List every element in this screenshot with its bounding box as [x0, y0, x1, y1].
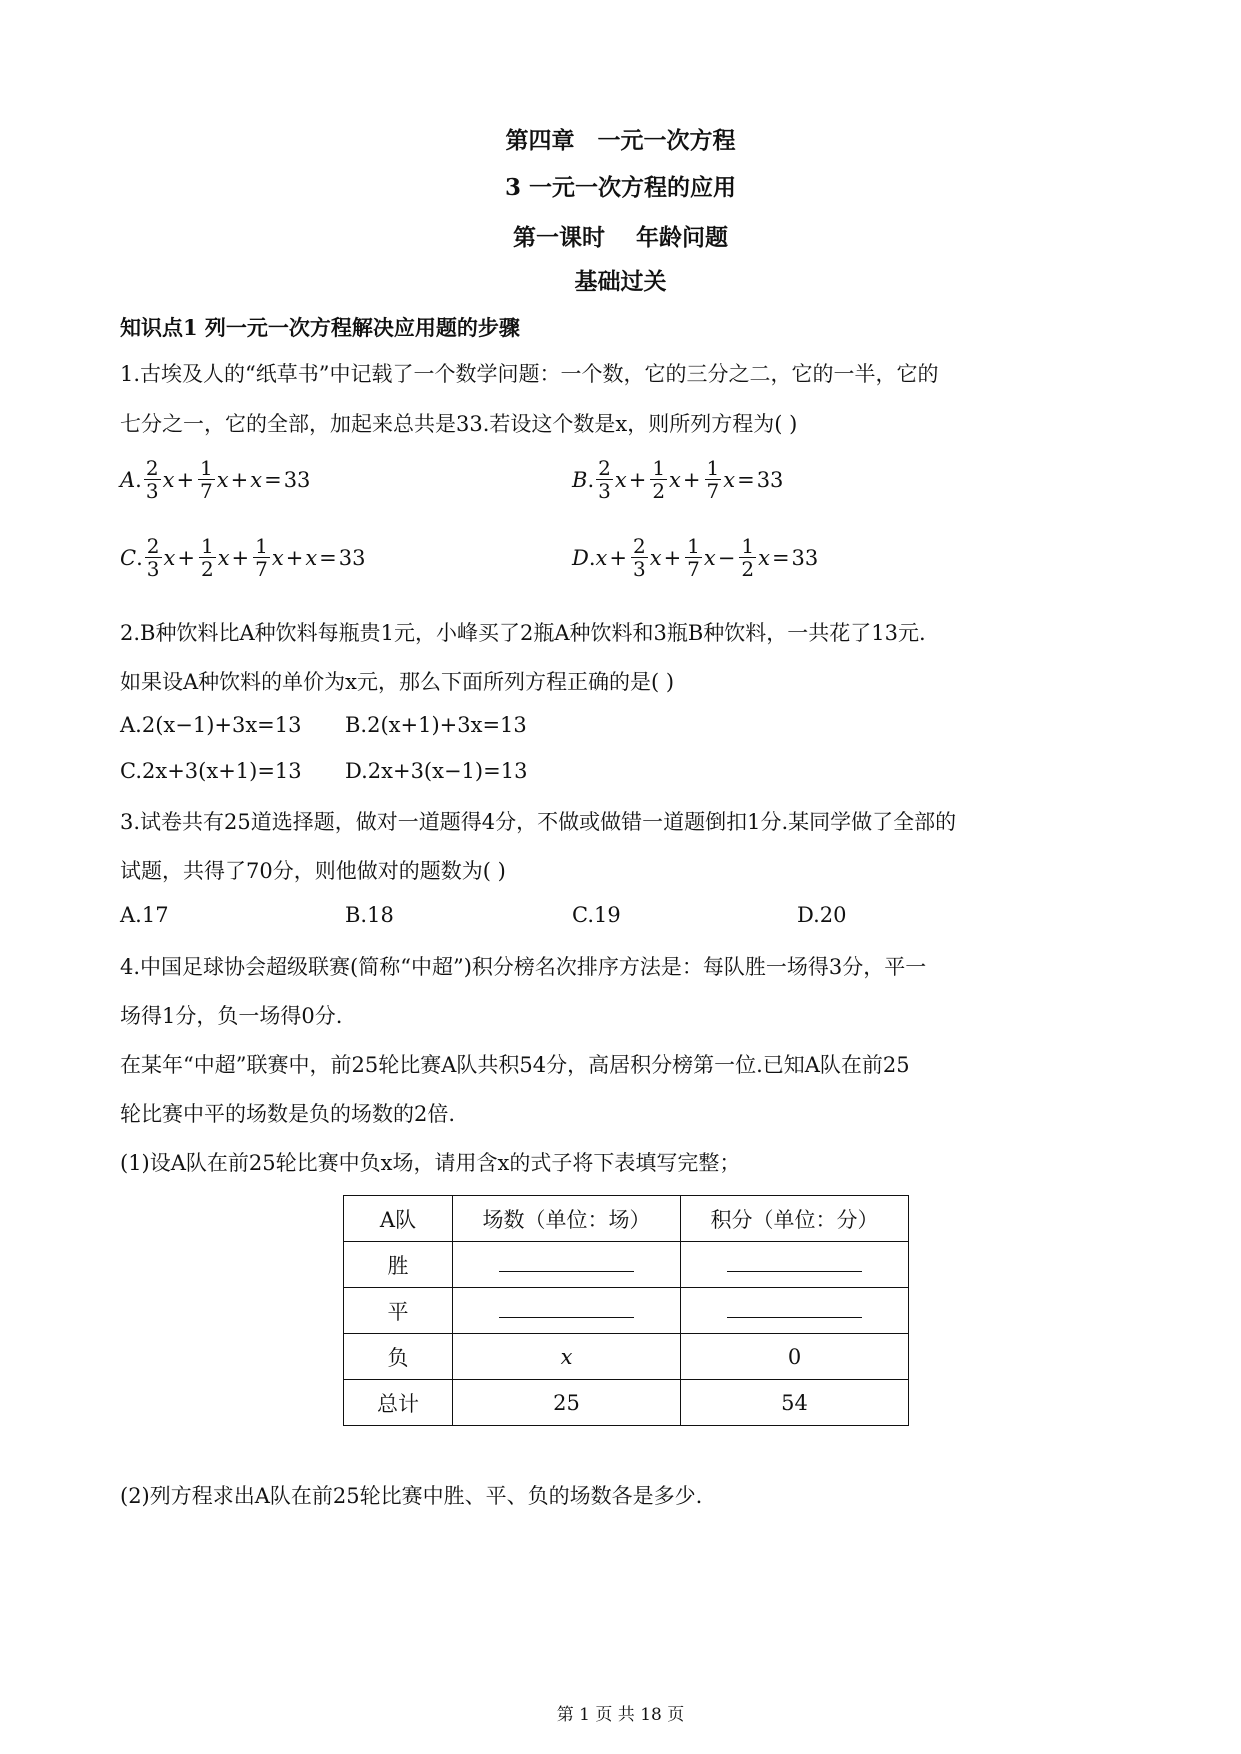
q4-stem-line2: 场得1分，负一场得0分. — [120, 1004, 343, 1028]
q2-option-a: A.2(x−1)+3x=13 — [120, 713, 302, 737]
points-cell: 54 — [681, 1380, 909, 1426]
points-answer-blank[interactable] — [681, 1288, 909, 1334]
games-cell: 25 — [453, 1380, 681, 1426]
lesson-title: 第一课时 年龄问题 — [512, 224, 728, 251]
q3-option-c: C.19 — [572, 903, 621, 927]
q2-option-c: C.2x+3(x+1)=13 — [120, 759, 302, 783]
level-title: 基础过关 — [574, 268, 667, 295]
points-answer-blank[interactable] — [681, 1242, 909, 1288]
row-label: 总计 — [344, 1380, 453, 1426]
q3-option-d: D.20 — [797, 903, 847, 927]
q3-option-b: B.18 — [345, 903, 394, 927]
points-cell: 0 — [681, 1334, 909, 1380]
table-header: A队 — [344, 1196, 453, 1242]
q1-option-d: D . x + $\frac{2}{3}$ x + $\frac{1}{7}$ x − $\frac{1}{2}$ x = 33 — [572, 534, 819, 581]
q2-option-d: D.2x+3(x−1)=13 — [345, 759, 528, 783]
q4-part2: (2)列方程求出A队在前25轮比赛中胜、平、负的场数各是多少. — [120, 1484, 703, 1508]
q4-part1: (1)设A队在前25轮比赛中负x场，请用含x的式子将下表填写完整； — [120, 1151, 741, 1175]
table-row — [344, 1288, 909, 1334]
q4-stem-line4: 轮比赛中平的场数是负的场数的2倍. — [120, 1102, 456, 1126]
q2-option-b: B.2(x+1)+3x=13 — [345, 713, 527, 737]
q2-stem-line1: 2.B种饮料比A种饮料每瓶贵1元，小峰买了2瓶A种饮料和3瓶B种饮料，一共花了13元. — [120, 621, 926, 645]
table-row — [344, 1242, 909, 1288]
knowledge-point-heading: 知识点1 列一元一次方程解决应用题的步骤 — [120, 315, 520, 340]
table-header-row — [344, 1196, 909, 1242]
table-row — [344, 1380, 909, 1426]
score-table — [343, 1195, 909, 1426]
q3-stem-line1: 3.试卷共有25道选择题，做对一道题得4分，不做或做错一道题倒扣1分.某同学做了全部的 — [120, 810, 957, 834]
q1-option-a: A . $\frac{2}{3}$ x + $\frac{1}{7}$ x + x = 33 — [120, 456, 311, 503]
games-cell: x — [453, 1334, 681, 1380]
section-title: 3 一元一次方程的应用 — [504, 174, 736, 201]
page-footer: 第 1 页 共 18 页 — [556, 1705, 685, 1725]
q4-stem-line1: 4.中国足球协会超级联赛(简称“中超”)积分榜名次排序方法是：每队胜一场得3分，平一 — [120, 955, 927, 979]
q4-stem-line3: 在某年“中超”联赛中，前25轮比赛A队共积54分，高居积分榜第一位.已知A队在前25 — [120, 1053, 910, 1077]
row-label: 胜 — [344, 1242, 453, 1288]
games-answer-blank[interactable] — [453, 1288, 681, 1334]
q1-option-b: B . $\frac{2}{3}$ x + $\frac{1}{2}$ x + $\frac{1}{7}$ x = 33 — [572, 456, 784, 503]
q1-stem-line1: 1.古埃及人的“纸草书”中记载了一个数学问题：一个数，它的三分之二，它的一半，它的 — [120, 362, 939, 386]
table-header: 场数（单位：场） — [453, 1196, 681, 1242]
chapter-title: 第四章 一元一次方程 — [505, 127, 736, 154]
q1-option-c: C . $\frac{2}{3}$ x + $\frac{1}{2}$ x + $\frac{1}{7}$ x + x = 33 — [120, 534, 366, 581]
q2-stem-line2: 如果设A种饮料的单价为x元，那么下面所列方程正确的是( ) — [120, 670, 675, 694]
row-label: 平 — [344, 1288, 453, 1334]
games-answer-blank[interactable] — [453, 1242, 681, 1288]
q1-stem-line2: 七分之一，它的全部，加起来总共是33.若设这个数是x，则所列方程为( ) — [120, 412, 798, 436]
table-header: 积分（单位：分） — [681, 1196, 909, 1242]
q3-option-a: A.17 — [120, 903, 169, 927]
q3-stem-line2: 试题，共得了70分，则他做对的题数为( ) — [120, 859, 506, 883]
row-label: 负 — [344, 1334, 453, 1380]
table-row — [344, 1334, 909, 1380]
